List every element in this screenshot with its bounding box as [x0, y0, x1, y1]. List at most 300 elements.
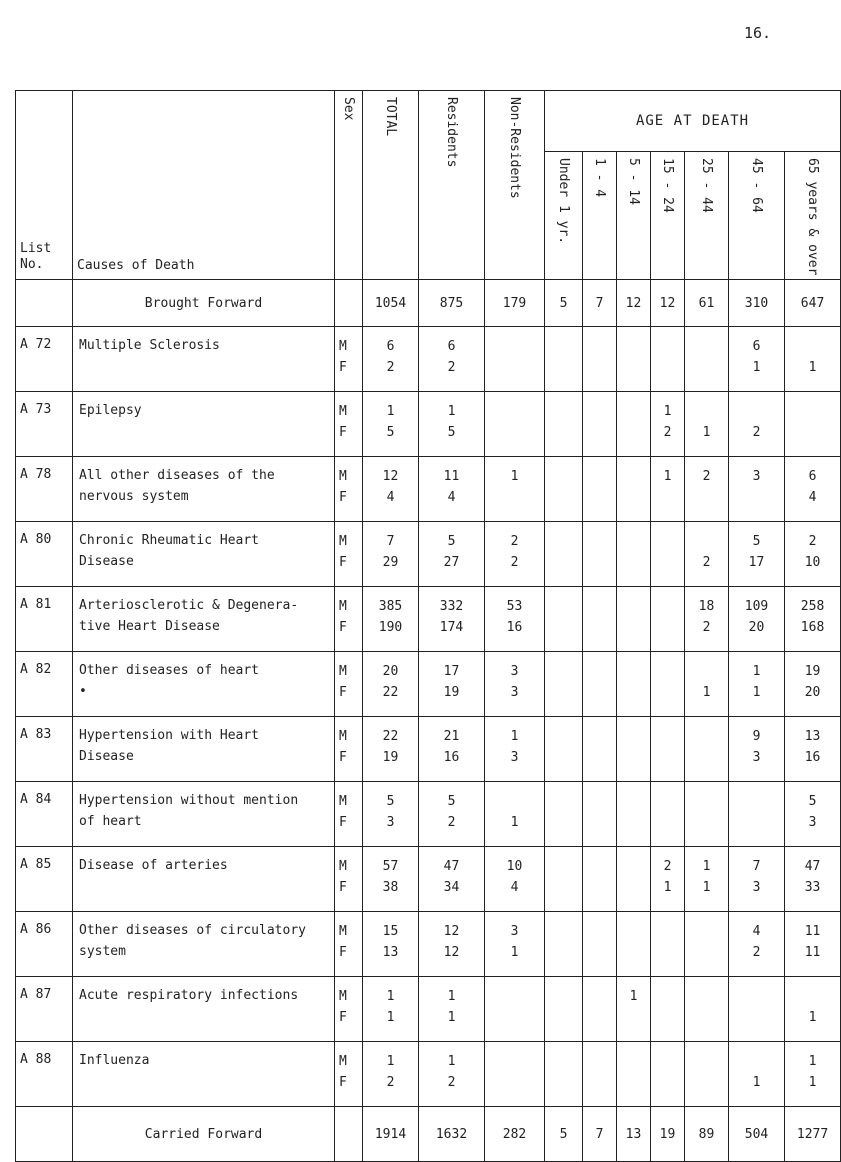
female-count: 11: [804, 944, 821, 960]
carried-forward-row-value: 1277: [785, 1107, 841, 1162]
sex-cell: [335, 652, 363, 717]
sex-label: F: [339, 1074, 347, 1090]
female-count: 1: [752, 684, 761, 700]
female-count: 16: [804, 749, 821, 765]
sex-cell: [335, 587, 363, 652]
count-cell: [785, 977, 841, 1042]
female-count: 1: [808, 359, 817, 375]
sex-label: F: [339, 684, 347, 700]
count-cell: [419, 457, 485, 522]
female-count: 3: [510, 749, 519, 765]
count-cell: [419, 652, 485, 717]
male-count: [545, 1052, 582, 1072]
female-count: 2: [386, 1074, 395, 1090]
count-cell: [617, 327, 651, 392]
count-cell: [485, 522, 545, 587]
count-cell: [685, 587, 729, 652]
female-count: 1: [702, 684, 711, 700]
male-count: [785, 337, 840, 357]
male-count: [651, 922, 684, 942]
count-cell: [583, 457, 617, 522]
count-cell: [729, 327, 785, 392]
cause-of-death: [73, 587, 335, 652]
count-cell: [617, 652, 651, 717]
count-cell: [617, 457, 651, 522]
count-cell: [583, 652, 617, 717]
brought-forward-row-value: 179: [485, 280, 545, 327]
female-count: [583, 748, 616, 768]
male-count: 1: [702, 859, 711, 875]
count-cell: [685, 717, 729, 782]
sex-cell: [335, 717, 363, 782]
count-cell: [729, 392, 785, 457]
brought-forward-row-value: 310: [729, 280, 785, 327]
male-count: 12: [382, 469, 399, 485]
male-count: [785, 402, 840, 422]
female-count: 190: [378, 619, 403, 635]
count-cell: [419, 392, 485, 457]
male-count: [545, 792, 582, 812]
male-count: [583, 987, 616, 1007]
female-count: 16: [443, 749, 460, 765]
count-cell: [685, 522, 729, 587]
sex-header: Sex: [341, 97, 356, 121]
brought-forward-row-value: 647: [785, 280, 841, 327]
male-count: 1: [447, 989, 456, 1005]
female-count: [545, 878, 582, 898]
sex-cell: [335, 457, 363, 522]
male-count: 1: [663, 469, 672, 485]
female-count: [685, 1008, 728, 1028]
male-count: [617, 337, 650, 357]
count-cell: [617, 782, 651, 847]
count-cell: [651, 327, 685, 392]
female-count: [485, 488, 544, 508]
male-count: 332: [439, 599, 464, 615]
male-count: 22: [382, 729, 399, 745]
female-count: [785, 423, 840, 443]
female-count: [545, 553, 582, 573]
sex-label: F: [339, 359, 347, 375]
female-count: [545, 748, 582, 768]
sex-cell: [335, 977, 363, 1042]
female-count: 38: [382, 879, 399, 895]
male-count: [583, 727, 616, 747]
female-count: 3: [808, 814, 817, 830]
count-cell: [785, 847, 841, 912]
cause-line: Other diseases of heart: [79, 663, 260, 679]
male-count: [583, 792, 616, 812]
carried-forward-row-value: 5: [545, 1107, 583, 1162]
male-count: [729, 987, 784, 1007]
count-cell: [485, 587, 545, 652]
male-count: [651, 1052, 684, 1072]
total-header: TOTAL: [383, 97, 398, 137]
female-count: [729, 1008, 784, 1028]
male-count: 4: [752, 924, 761, 940]
carried-forward-row-value: 19: [651, 1107, 685, 1162]
count-cell: [617, 977, 651, 1042]
male-count: [617, 467, 650, 487]
sex-label: F: [339, 879, 347, 895]
table-row: [16, 327, 841, 392]
male-count: [583, 922, 616, 942]
male-count: [485, 337, 544, 357]
sex-label: M: [339, 794, 347, 810]
count-cell: [583, 977, 617, 1042]
carried-forward-row-label: Carried Forward: [73, 1107, 335, 1162]
sex-label: F: [339, 554, 347, 570]
count-cell: [729, 782, 785, 847]
female-count: 2: [510, 554, 519, 570]
count-cell: [651, 782, 685, 847]
male-count: [485, 792, 544, 812]
list-number: A 81: [16, 587, 73, 652]
count-cell: [617, 847, 651, 912]
male-count: 258: [800, 599, 825, 615]
count-cell: [651, 717, 685, 782]
male-count: 2: [808, 534, 817, 550]
cause-line: tive Heart Disease: [79, 618, 220, 634]
age-band-header: Under 1 yr.: [556, 158, 571, 245]
cause-line: Influenza: [79, 1053, 150, 1069]
count-cell: [545, 977, 583, 1042]
female-count: [583, 1008, 616, 1028]
count-cell: [785, 652, 841, 717]
male-count: 1: [663, 404, 672, 420]
male-count: 47: [443, 859, 460, 875]
male-count: [651, 662, 684, 682]
sex-label: M: [339, 404, 347, 420]
sex-label: M: [339, 729, 347, 745]
male-count: 7: [386, 534, 395, 550]
male-count: 11: [804, 924, 821, 940]
sex-label: M: [339, 989, 347, 1005]
cause-of-death: [73, 457, 335, 522]
female-count: [617, 1073, 650, 1093]
male-count: [685, 532, 728, 552]
list-no-header: List No.: [16, 91, 73, 280]
female-count: 4: [386, 489, 395, 505]
male-count: [583, 857, 616, 877]
count-cell: [545, 1042, 583, 1107]
sex-cell: [335, 392, 363, 457]
female-count: [617, 748, 650, 768]
male-count: [785, 987, 840, 1007]
list-number: A 83: [16, 717, 73, 782]
list-number: A 78: [16, 457, 73, 522]
male-count: [617, 402, 650, 422]
cause-of-death: [73, 1042, 335, 1107]
female-count: [651, 943, 684, 963]
age-at-death-header: AGE AT DEATH: [545, 91, 841, 152]
female-count: [583, 1073, 616, 1093]
cause-of-death: [73, 392, 335, 457]
age-band-header: 45 - 64: [749, 158, 764, 213]
female-count: 13: [382, 944, 399, 960]
male-count: 1: [629, 989, 638, 1005]
cause-line: Disease: [79, 553, 134, 569]
sex-label: F: [339, 814, 347, 830]
table-row: [16, 652, 841, 717]
count-cell: [363, 717, 419, 782]
list-number: A 72: [16, 327, 73, 392]
male-count: 6: [752, 339, 761, 355]
female-count: [583, 488, 616, 508]
male-count: 47: [804, 859, 821, 875]
count-cell: [583, 717, 617, 782]
count-cell: [729, 977, 785, 1042]
female-count: [485, 1008, 544, 1028]
count-cell: [583, 392, 617, 457]
male-count: 1: [510, 729, 519, 745]
count-cell: [785, 327, 841, 392]
count-cell: [685, 912, 729, 977]
count-cell: [651, 587, 685, 652]
male-count: 3: [510, 664, 519, 680]
male-count: 2: [702, 469, 711, 485]
male-count: [729, 402, 784, 422]
table-row: [16, 1042, 841, 1107]
count-cell: [419, 912, 485, 977]
cause-of-death: [73, 782, 335, 847]
cause-of-death: [73, 912, 335, 977]
female-count: 20: [804, 684, 821, 700]
male-count: [651, 792, 684, 812]
female-count: 1: [510, 814, 519, 830]
female-count: [617, 358, 650, 378]
male-count: 1: [447, 404, 456, 420]
brought-forward-row-value: 875: [419, 280, 485, 327]
male-count: 6: [447, 339, 456, 355]
sex-label: M: [339, 534, 347, 550]
female-count: [583, 553, 616, 573]
male-count: [685, 792, 728, 812]
count-cell: [485, 457, 545, 522]
female-count: 4: [510, 879, 519, 895]
male-count: [685, 922, 728, 942]
count-cell: [545, 717, 583, 782]
female-count: [651, 488, 684, 508]
count-cell: [363, 522, 419, 587]
count-cell: [617, 587, 651, 652]
cause-of-death: [73, 652, 335, 717]
age-band-header: 5 - 14: [626, 158, 641, 205]
count-cell: [485, 1042, 545, 1107]
male-count: 1: [447, 1054, 456, 1070]
female-count: 3: [752, 749, 761, 765]
male-count: 1: [510, 469, 519, 485]
male-count: [617, 792, 650, 812]
count-cell: [651, 912, 685, 977]
count-cell: [583, 782, 617, 847]
count-cell: [363, 977, 419, 1042]
list-number: A 84: [16, 782, 73, 847]
table-row: [16, 912, 841, 977]
female-count: [617, 943, 650, 963]
count-cell: [651, 977, 685, 1042]
male-count: 5: [447, 794, 456, 810]
brought-forward-row-value: 5: [545, 280, 583, 327]
page-number: 16.: [744, 24, 772, 42]
female-count: 3: [510, 684, 519, 700]
female-count: 2: [752, 424, 761, 440]
count-cell: [617, 392, 651, 457]
female-count: [583, 358, 616, 378]
non-residents-header: Non-Residents: [507, 97, 522, 199]
male-count: 1: [808, 1054, 817, 1070]
brought-forward-row-value: 1054: [363, 280, 419, 327]
brought-forward-row-value: 61: [685, 280, 729, 327]
count-cell: [729, 457, 785, 522]
count-cell: [485, 327, 545, 392]
table-row: [16, 847, 841, 912]
female-count: [617, 813, 650, 833]
female-count: 1: [752, 359, 761, 375]
sex-label: F: [339, 619, 347, 635]
female-count: [617, 423, 650, 443]
count-cell: [363, 652, 419, 717]
count-cell: [685, 847, 729, 912]
male-count: 1: [386, 1054, 395, 1070]
male-count: 18: [698, 599, 715, 615]
count-cell: [419, 847, 485, 912]
female-count: [685, 943, 728, 963]
female-count: 17: [748, 554, 765, 570]
brought-forward-row-value: 12: [617, 280, 651, 327]
female-count: 1: [447, 1009, 456, 1025]
table-row: [16, 587, 841, 652]
female-count: 168: [800, 619, 825, 635]
sex-cell: [335, 847, 363, 912]
carried-forward-row-value: 7: [583, 1107, 617, 1162]
female-count: [617, 878, 650, 898]
male-count: 2: [663, 859, 672, 875]
count-cell: [785, 587, 841, 652]
count-cell: [651, 522, 685, 587]
male-count: [617, 662, 650, 682]
female-count: [583, 423, 616, 443]
cause-line: Chronic Rheumatic Heart: [79, 533, 260, 549]
male-count: [485, 402, 544, 422]
sex-label: M: [339, 859, 347, 875]
sex-label: M: [339, 339, 347, 355]
count-cell: [485, 912, 545, 977]
female-count: [729, 488, 784, 508]
cause-line: Hypertension with Heart: [79, 728, 260, 744]
count-cell: [685, 652, 729, 717]
female-count: 5: [447, 424, 456, 440]
count-cell: [419, 522, 485, 587]
count-cell: [363, 912, 419, 977]
sex-label: F: [339, 424, 347, 440]
female-count: [545, 1008, 582, 1028]
male-count: 3: [752, 469, 761, 485]
male-count: 3: [510, 924, 519, 940]
count-cell: [651, 1042, 685, 1107]
carried-forward-row-value: 89: [685, 1107, 729, 1162]
male-count: [685, 337, 728, 357]
male-count: [583, 1052, 616, 1072]
count-cell: [485, 652, 545, 717]
list-number: A 80: [16, 522, 73, 587]
table-row: [16, 392, 841, 457]
male-count: [617, 727, 650, 747]
carried-forward-row-value: 504: [729, 1107, 785, 1162]
male-count: 5: [447, 534, 456, 550]
female-count: [685, 1073, 728, 1093]
male-count: [485, 1052, 544, 1072]
female-count: 33: [804, 879, 821, 895]
table-row: [16, 717, 841, 782]
male-count: [651, 727, 684, 747]
cause-line: system: [79, 943, 126, 959]
count-cell: [785, 457, 841, 522]
female-count: [685, 488, 728, 508]
female-count: [617, 553, 650, 573]
female-count: 10: [804, 554, 821, 570]
brought-forward-row-label: Brought Forward: [73, 280, 335, 327]
table-row: [16, 457, 841, 522]
age-band-header: 1 - 4: [592, 158, 607, 198]
female-count: 19: [382, 749, 399, 765]
count-cell: [363, 1042, 419, 1107]
male-count: [545, 532, 582, 552]
female-count: [545, 618, 582, 638]
male-count: [545, 597, 582, 617]
male-count: 6: [386, 339, 395, 355]
count-cell: [617, 522, 651, 587]
male-count: 20: [382, 664, 399, 680]
male-count: [685, 662, 728, 682]
residents-header: Residents: [444, 97, 459, 168]
cause-line: Disease: [79, 748, 134, 764]
count-cell: [729, 912, 785, 977]
female-count: 5: [386, 424, 395, 440]
count-cell: [729, 587, 785, 652]
cause-of-death: [73, 522, 335, 587]
male-count: 5: [386, 794, 395, 810]
male-count: [651, 337, 684, 357]
male-count: 1: [386, 989, 395, 1005]
female-count: [485, 358, 544, 378]
sex-label: M: [339, 469, 347, 485]
cause-line: Other diseases of circulatory: [79, 923, 306, 939]
sex-cell: [335, 327, 363, 392]
count-cell: [617, 1042, 651, 1107]
male-count: 57: [382, 859, 399, 875]
female-count: [651, 358, 684, 378]
male-count: 10: [506, 859, 523, 875]
cause-line: nervous system: [79, 488, 189, 504]
female-count: [545, 683, 582, 703]
male-count: [617, 857, 650, 877]
cause-line: Arteriosclerotic & Degenera-: [79, 598, 299, 614]
count-cell: [583, 847, 617, 912]
male-count: [617, 532, 650, 552]
count-cell: [785, 782, 841, 847]
count-cell: [785, 522, 841, 587]
female-count: 2: [702, 619, 711, 635]
female-count: 2: [702, 554, 711, 570]
count-cell: [729, 847, 785, 912]
mortality-table: [15, 90, 841, 1162]
female-count: 1: [808, 1009, 817, 1025]
male-count: [545, 337, 582, 357]
female-count: 12: [443, 944, 460, 960]
count-cell: [545, 847, 583, 912]
female-count: 3: [386, 814, 395, 830]
